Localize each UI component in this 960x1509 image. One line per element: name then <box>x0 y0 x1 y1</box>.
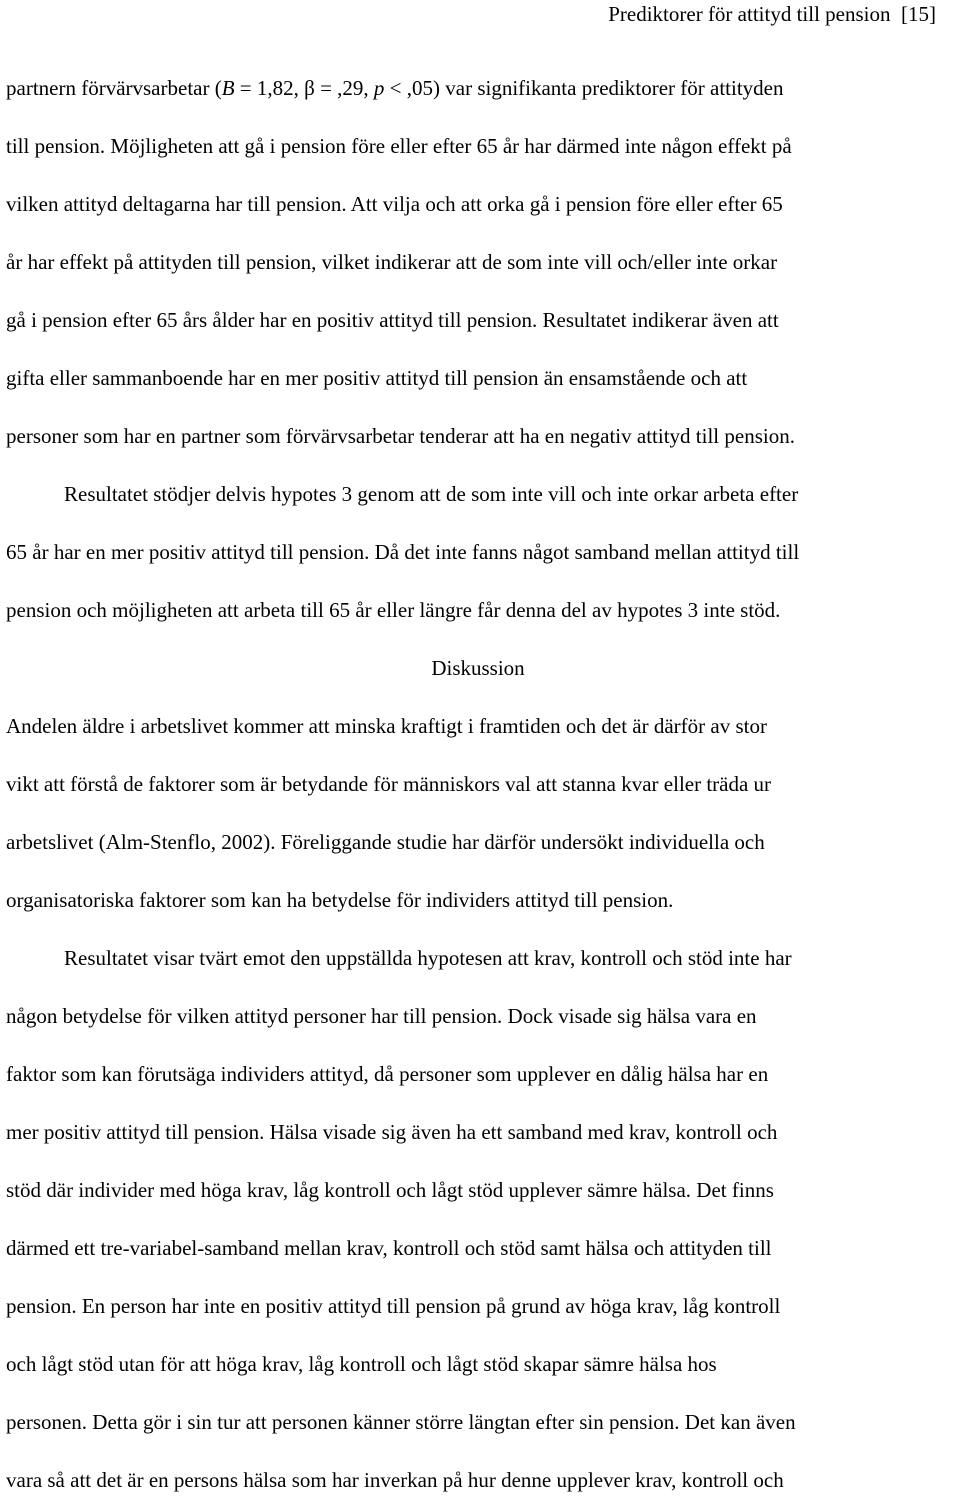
text-line: vikt att förstå de faktorer som är betydande för människors val att stanna kvar eller träda ur <box>6 772 772 796</box>
section-heading: Diskussion <box>431 656 525 680</box>
body-text <box>6 59 960 1509</box>
text-line: därmed ett tre-variabel-samband mellan krav, kontroll och stöd samt hälsa och attityden till <box>6 1236 772 1260</box>
text-fragment: partnern förvärvsarbetar ( <box>6 76 222 100</box>
text-line: någon betydelse för vilken attityd personer har till pension. Dock visade sig hälsa vara en <box>6 1004 757 1028</box>
text-line: vara så att det är en persons hälsa som har inverkan på hur denne upplever krav, kontroll och <box>6 1468 784 1492</box>
text-line: pension och möjligheten att arbeta till 65 år eller längre får denna del av hypotes 3 inte stöd. <box>6 598 781 622</box>
text-line: Resultatet visar tvärt emot den uppställda hypotesen att krav, kontroll och stöd inte har <box>64 946 792 970</box>
running-head <box>608 2 936 26</box>
text-line: Andelen äldre i arbetslivet kommer att minska kraftigt i framtiden och det är därför av stor <box>6 714 767 738</box>
text-line: personen. Detta gör i sin tur att personen känner större längtan efter sin pension. Det kan även <box>6 1410 796 1434</box>
text-line: personer som har en partner som förvärvsarbetar tenderar att ha en negativ attityd till pension. <box>6 424 795 448</box>
text-line: stöd där individer med höga krav, låg kontroll och lågt stöd upplever sämre hälsa. Det finns <box>6 1178 774 1202</box>
text-fragment: < ,05) var signifikanta prediktorer för attityden <box>384 76 784 100</box>
italic-symbol: B <box>221 76 235 100</box>
text-line: gå i pension efter 65 års ålder har en positiv attityd till pension. Resultatet indikerar även att <box>6 308 779 332</box>
text-line: Resultatet stödjer delvis hypotes 3 genom att de som inte vill och inte orkar arbeta efter <box>64 482 799 506</box>
text-line: mer positiv attityd till pension. Hälsa visade sig även ha ett samband med krav, kontroll och <box>6 1120 778 1144</box>
text-line: pension. En person har inte en positiv attityd till pension på grund av höga krav, låg kontroll <box>6 1294 781 1318</box>
text-line: faktor som kan förutsäga individers attityd, då personer som upplever en dålig hälsa har en <box>6 1062 769 1086</box>
text-line <box>6 59 960 117</box>
text-line: organisatoriska faktorer som kan ha betydelse för individers attityd till pension. <box>6 888 674 912</box>
text-line: vilken attityd deltagarna har till pension. Att vilja och att orka gå i pension före eller efter 65 <box>6 192 783 216</box>
text-line: till pension. Möjligheten att gå i pension före eller efter 65 år har därmed inte någon effekt på <box>6 134 792 158</box>
text-line: arbetslivet (Alm-Stenflo, 2002). Föreliggande studie har därför undersökt individuella och <box>6 830 765 854</box>
text-line: år har effekt på attityden till pension, vilket indikerar att de som inte vill och/eller inte orkar <box>6 250 778 274</box>
text-line: 65 år har en mer positiv attityd till pension. Då det inte fanns något samband mellan attityd till <box>6 540 800 564</box>
page-number: [15] <box>901 2 936 26</box>
italic-symbol: p <box>373 76 385 100</box>
running-head-title: Prediktorer för attityd till pension <box>608 2 891 26</box>
text-line: och lågt stöd utan för att höga krav, låg kontroll och lågt stöd skapar sämre hälsa hos <box>6 1352 717 1376</box>
text-fragment: = 1,82, β = ,29, <box>234 76 374 100</box>
text-line: gifta eller sammanboende har en mer positiv attityd till pension än ensamstående och att <box>6 366 748 390</box>
